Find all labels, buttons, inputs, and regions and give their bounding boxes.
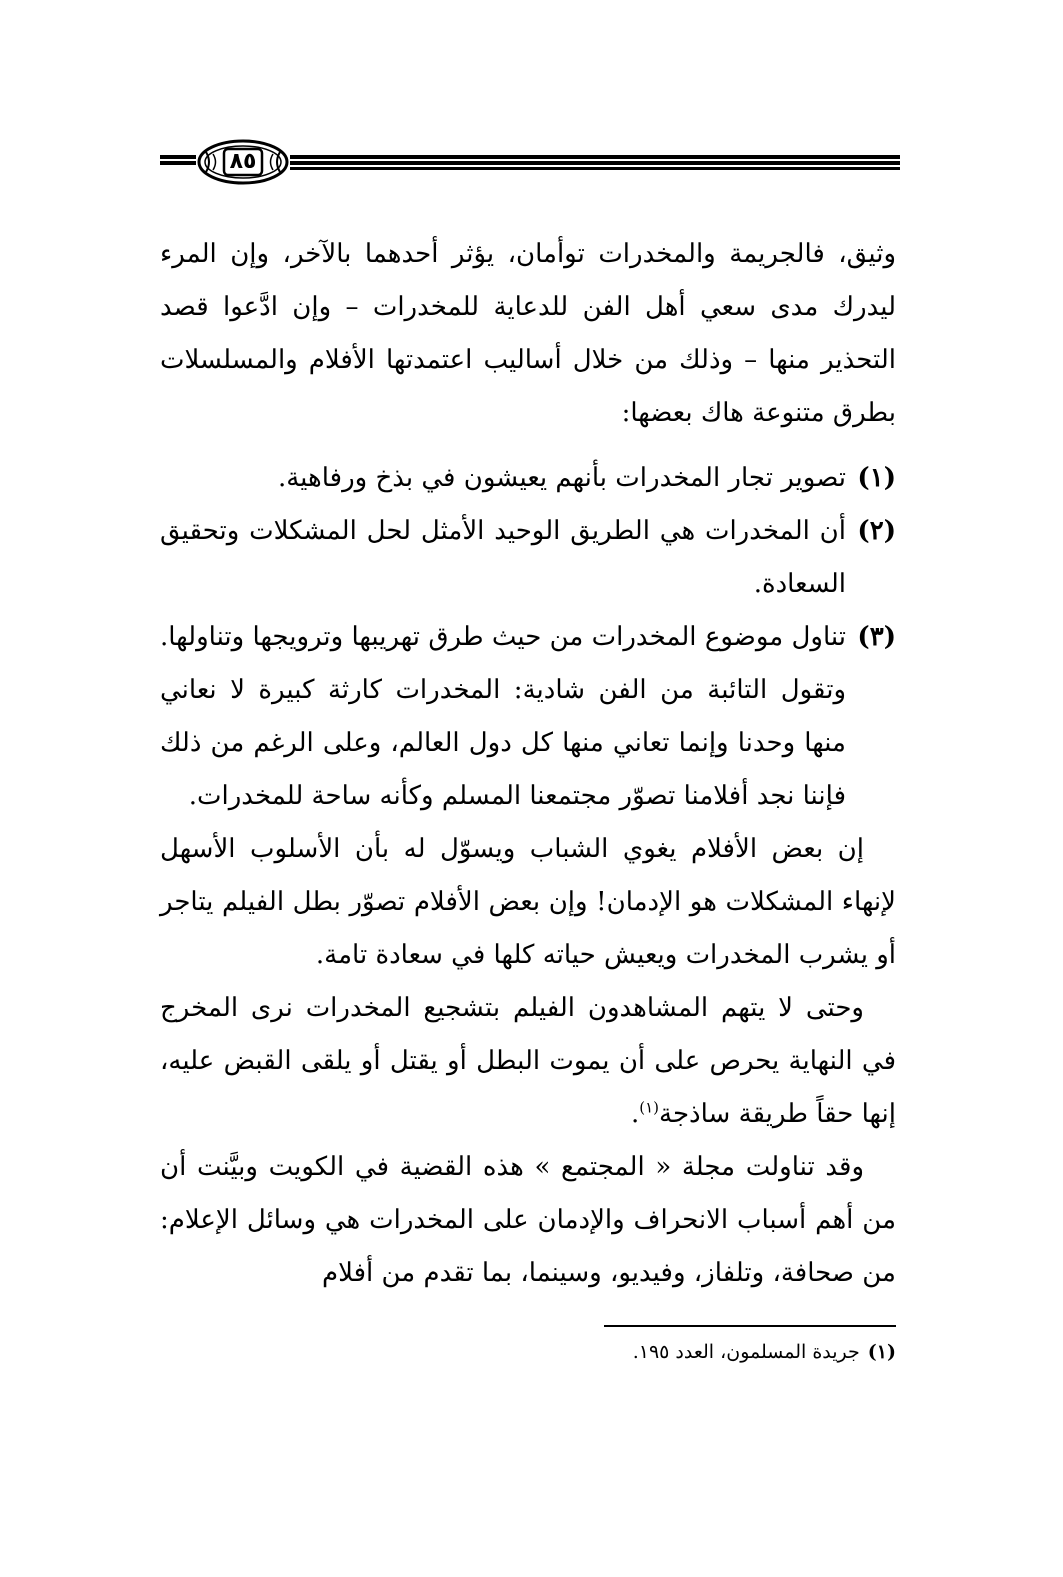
list-item: [160, 611, 896, 823]
page-number-ornament: [196, 138, 290, 186]
intro-paragraph: وثيق، فالجريمة والمخدرات توأمان، يؤثر أحدهما بالآخر، وإن المرء ليدرك مدى سعي أهل الفن للدعاية للمخدرات – وإن ادَّعوا قصد التحذير منها – وذلك من خلال أساليب اعتمدتها الأفلام والمسلسلات بطرق متنوعة هاك بعضها:: [160, 239, 896, 428]
header-rule-right: [290, 155, 900, 170]
page-header: [160, 138, 900, 188]
paragraph-director-text: وحتى لا يتهم المشاهدون الفيلم بتشجيع المخدرات نرى المخرج في النهاية يحرص على أن يموت البطل أو يقتل أو يلقى القبض عليه، إنها حقاً طريقة ساذجة: [160, 993, 896, 1129]
header-rule-left: [160, 155, 196, 170]
paragraph-director-end: .: [630, 1099, 640, 1129]
footnote: [560, 1332, 896, 1372]
paragraph-films: إن بعض الأفلام يغوي الشباب ويسوّل له بأن الأسلوب الأسهل لإنهاء المشكلات هو الإدمان! وإن بعض الأفلام تصوّر بطل الفيلم يتاجر أو يشرب المخدرات ويعيش حياته كلها في سعادة تامة.: [160, 834, 896, 970]
footnote-number: (١): [867, 1341, 896, 1363]
list-item-text: تصوير تجار المخدرات بأنهم يعيشون في بذخ ورفاهية.: [277, 463, 846, 493]
paragraph-magazine: وقد تناولت مجلة « المجتمع » هذه القضية في الكويت وبيَّنت أن من أهم أسباب الانحراف والإدمان على المخدرات هي وسائل الإعلام: من صحافة، وتلفاز، وفيديو، وسينما، بما تقدم من أفلام: [160, 1152, 896, 1288]
footnote-divider: [604, 1325, 896, 1327]
list-item-text: أن المخدرات هي الطريق الوحيد الأمثل لحل المشكلات وتحقيق السعادة.: [160, 516, 846, 599]
list-item-number: (٣): [857, 622, 896, 652]
list-item: [160, 452, 896, 505]
page-number: ٨٥: [229, 149, 257, 174]
list-item: [160, 505, 896, 611]
list-item-text: تناول موضوع المخدرات من حيث طرق تهريبها وترويجها وتناولها. وتقول التائبة من الفن شادية: المخدرات كارثة كبيرة لا نعاني منها وحدنا وإنما تعاني منها كل دول العالم، وعلى الرغم من ذلك فإننا نجد أفلامنا تصوّر مجتمعنا المسلم وكأنه ساحة للمخدرات.: [160, 622, 846, 811]
list-item-number: (٢): [857, 516, 896, 546]
list-item-number: (١): [857, 463, 896, 493]
main-text: [160, 228, 896, 1300]
footnote-text: جريدة المسلمون، العدد ١٩٥.: [632, 1341, 860, 1363]
paragraph-director: [160, 982, 896, 1141]
footnote-reference: (١): [639, 1098, 660, 1117]
